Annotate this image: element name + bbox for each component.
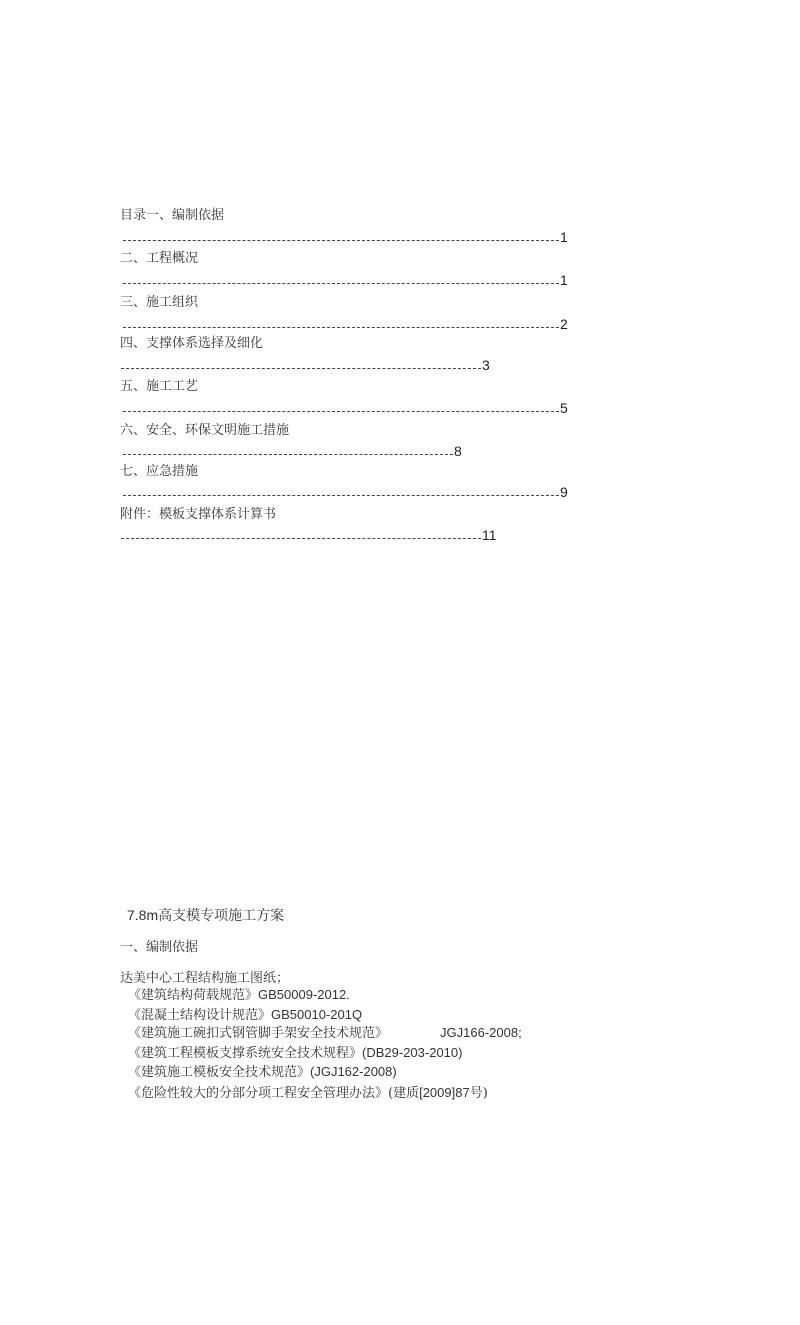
title-text: 高支模专项施工方案 [158,908,285,924]
reference-name: 《建筑施工模板安全技术规范》 [128,1065,311,1080]
reference-code: GB50010-201Q [271,1007,363,1022]
reference-item-2 [128,1007,362,1024]
title-height: 7.8m [127,907,159,923]
toc-leader-4 [121,357,490,373]
reference-item-1 [128,987,350,1004]
toc-heading-4: 四、支撑体系选择及细化 [120,336,264,351]
dotted-leader [123,454,453,455]
toc-heading-6: 六、安全、环保文明施工措施 [120,423,290,438]
reference-code: JGJ166-2008; [440,1025,522,1040]
reference-name: 《混凝土结构设计规范》 [128,1008,272,1023]
reference-item-5 [128,1064,397,1081]
toc-heading-8: 附件：模板支撑体系计算书 [120,507,277,522]
toc-page-number: 1 [560,272,568,288]
section-heading: 一、编制依据 [120,940,199,955]
reference-suffix: 号) [469,1086,488,1101]
dotted-leader [123,411,559,412]
reference-code: (DB29-203-2010) [362,1045,463,1060]
reference-name: 《建筑结构荷载规范》 [128,988,259,1003]
toc-page-number: 11 [482,527,497,543]
toc-leader-8 [121,527,497,543]
reference-name: 《建筑施工碗扣式钢管脚手架安全技术规范》 [128,1026,389,1041]
dotted-leader [121,368,481,369]
toc-leader-5 [123,400,568,416]
toc-leader-2 [123,272,568,288]
reference-item-4 [128,1045,462,1062]
reference-item-3 [128,1025,522,1042]
reference-name: 《建筑工程模板支撑系统安全技术规程》 [128,1046,363,1061]
toc-heading-5: 五、施工工艺 [120,379,199,394]
reference-code: [2009]87 [419,1085,470,1100]
toc-page-number: 9 [560,484,568,500]
reference-name: 《危险性较大的分部分项工程安全管理办法》(建质 [128,1086,420,1101]
toc-page-number: 3 [482,357,490,373]
reference-code: GB50009-2012. [258,987,350,1002]
dotted-leader [123,327,559,328]
toc-leader-7 [123,484,568,500]
dotted-leader [123,240,559,241]
toc-heading-7: 七、应急措施 [120,464,199,479]
dotted-leader [123,283,559,284]
toc-leader-1 [123,229,568,245]
reference-item-6 [128,1085,488,1102]
reference-code: (JGJ162-2008) [310,1064,397,1079]
toc-heading-2: 二、工程概况 [120,251,199,266]
document-title [127,905,284,925]
toc-leader-6 [123,443,462,459]
toc-page-number: 2 [560,316,568,332]
toc-heading-3: 三、施工组织 [120,295,199,310]
toc-page-number: 8 [454,443,462,459]
toc-heading-1: 目录一、编制依据 [120,208,225,223]
dotted-leader [121,538,481,539]
intro-line: 达美中心工程结构施工图纸； [120,971,290,986]
toc-leader-3 [123,316,568,332]
toc-page-number: 1 [560,229,568,245]
dotted-leader [123,495,559,496]
toc-page-number: 5 [560,400,568,416]
